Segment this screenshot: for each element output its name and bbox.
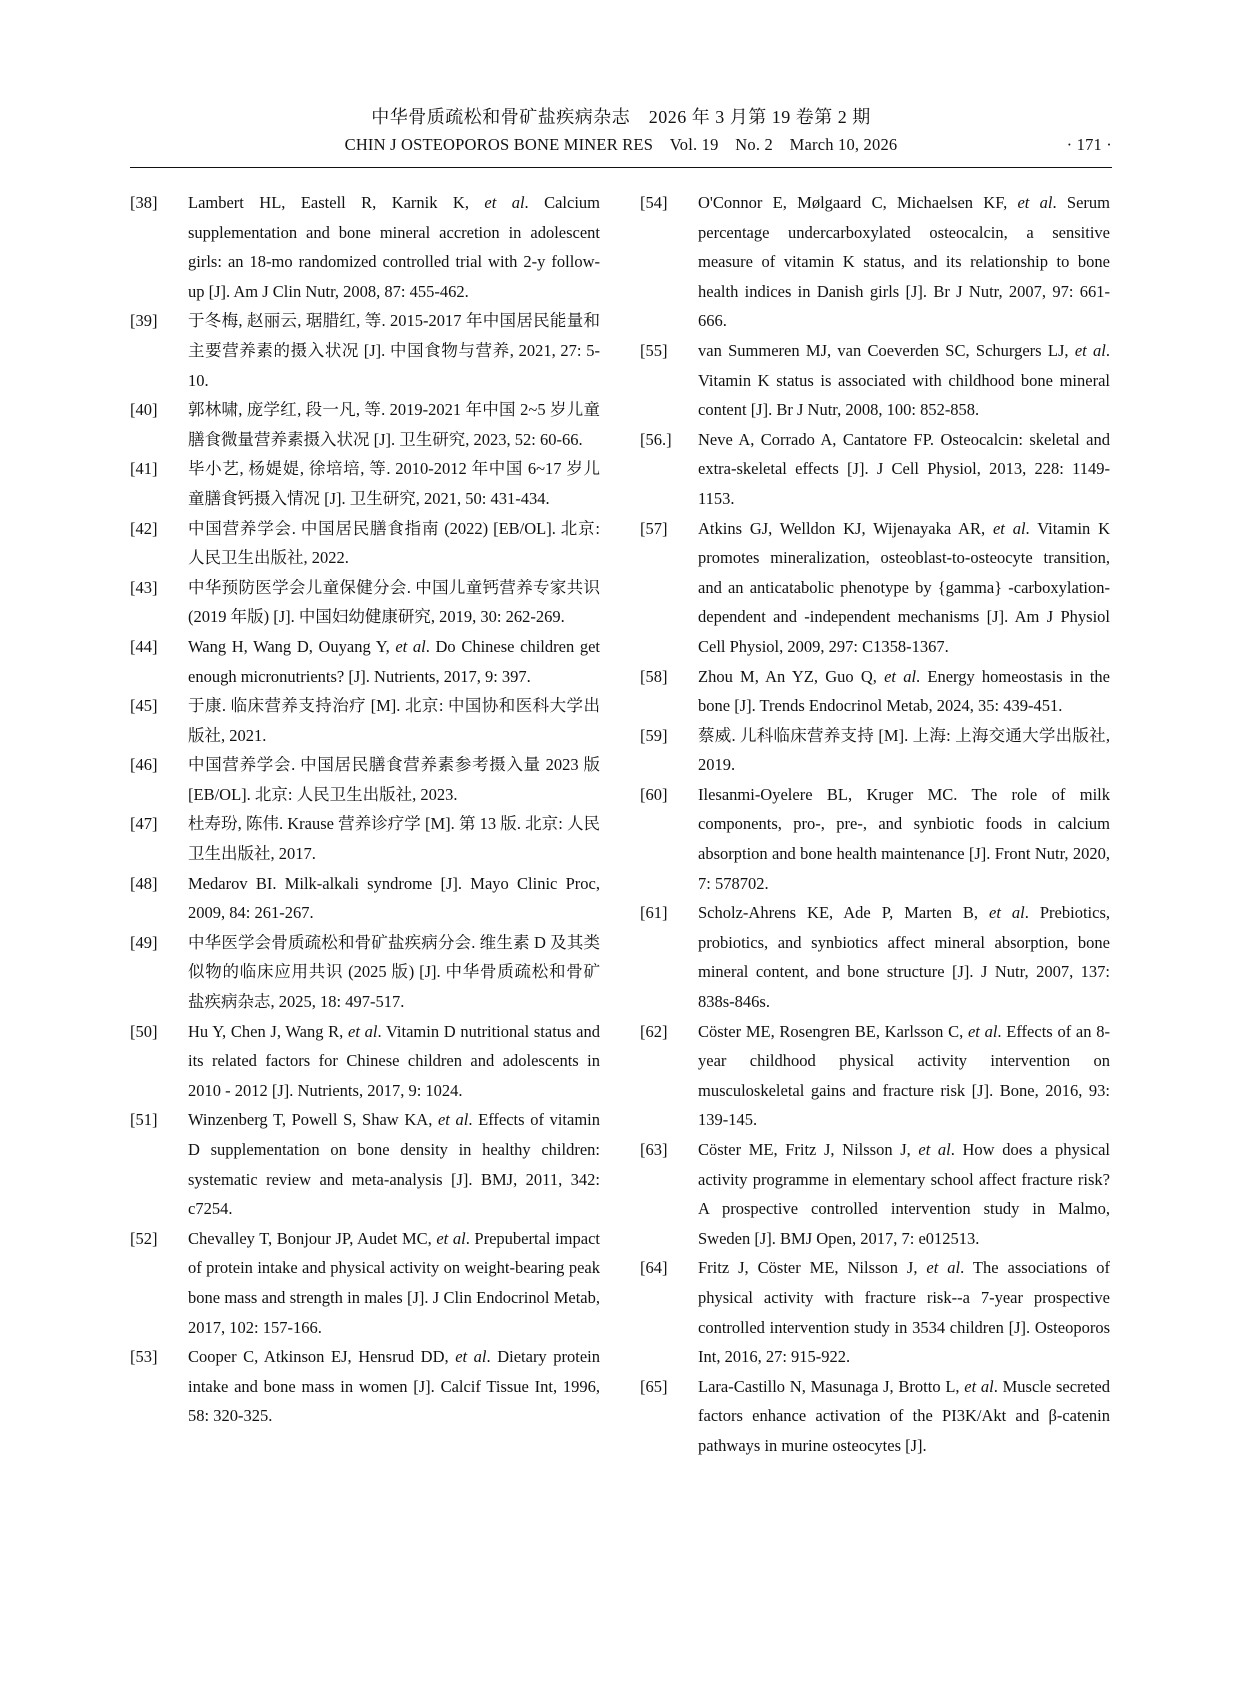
reference-entry bbox=[640, 898, 1110, 1016]
reference-text-main: Lambert HL, Eastell R, Karnik K, bbox=[188, 193, 485, 212]
reference-entry bbox=[130, 395, 600, 454]
reference-entry bbox=[640, 514, 1110, 662]
reference-text bbox=[188, 454, 600, 513]
reference-number: [45] bbox=[130, 696, 158, 716]
et-al-italic: et al bbox=[918, 1140, 951, 1159]
reference-number: [40] bbox=[130, 400, 158, 420]
et-al-italic: et al bbox=[926, 1258, 961, 1278]
reference-entry bbox=[130, 1224, 600, 1342]
reference-entry bbox=[640, 1017, 1110, 1135]
reference-text-main: 郭林啸, 庞学红, 段一凡, 等. 2019-2021 年中国 2~5 岁儿童膳食微量营养素摄入状况 [J]. 卫生研究, 2023, 52: 60-66. bbox=[188, 400, 600, 449]
reference-entry bbox=[130, 632, 600, 691]
reference-number: [52] bbox=[130, 1228, 158, 1248]
reference-text-main: 中华预防医学会儿童保健分会. 中国儿童钙营养专家共识 (2019 年版) [J]. 中国妇幼健康研究, 2019, 30: 262-269. bbox=[188, 577, 600, 627]
reference-entry bbox=[130, 1017, 600, 1106]
reference-number: [42] bbox=[130, 518, 158, 538]
reference-text bbox=[188, 869, 600, 928]
reference-text bbox=[698, 1253, 1110, 1371]
reference-text-main: Wang H, Wang D, Ouyang Y, bbox=[188, 636, 396, 656]
journal-title-cn: 中华骨质疏松和骨矿盐疾病杂志 2026 年 3 月第 19 卷第 2 期 bbox=[371, 107, 871, 127]
reference-number: [53] bbox=[130, 1347, 158, 1367]
reference-text bbox=[188, 1224, 600, 1342]
reference-text-main: O'Connor E, Mølgaard C, Michaelsen KF, bbox=[698, 193, 1018, 212]
et-al-italic: et al bbox=[395, 636, 426, 656]
reference-text-rest: . Vitamin K promotes mineralization, osteoblast-to-osteocyte transition, and an anticatabolic phenotype by {gamma} -carboxylation-dependent and -independent mechanisms [J]. Am J Physiol Cell Physiol, 2009, 297: C1358-1367. bbox=[698, 518, 1111, 656]
reference-number: [59] bbox=[640, 725, 668, 745]
reference-text bbox=[188, 809, 600, 868]
reference-text-rest: . Serum percentage undercarboxylated osteocalcin, a sensitive measure of vitamin K status, and its relationship to bone health indices in Danish girls [J]. Br J Nutr, 2007, 97: 661-666. bbox=[698, 193, 1110, 331]
reference-entry bbox=[130, 809, 600, 868]
reference-text bbox=[698, 780, 1110, 898]
reference-text-main: Atkins GJ, Welldon KJ, Wijenayaka AR, bbox=[698, 518, 993, 538]
et-al-italic: et al bbox=[989, 903, 1025, 923]
reference-text bbox=[188, 1017, 600, 1106]
reference-entry bbox=[640, 188, 1110, 336]
reference-entry bbox=[640, 1372, 1110, 1461]
reference-number: [48] bbox=[130, 873, 158, 893]
reference-number: [49] bbox=[130, 932, 158, 952]
reference-number: [50] bbox=[130, 1021, 158, 1041]
reference-text-rest: . Calcium supplementation and bone mineral accretion in adolescent girls: an 18-mo randomized controlled trial with 2-y follow-up [J]. Am J Clin Nutr, 2008, 87: 455-462. bbox=[188, 193, 600, 301]
reference-text-main: Winzenberg T, Powell S, Shaw KA, bbox=[188, 1110, 438, 1130]
reference-number: [63] bbox=[640, 1140, 668, 1159]
reference-column-right bbox=[640, 188, 1110, 1461]
reference-text-main: Cooper C, Atkinson EJ, Hensrud DD, bbox=[188, 1347, 456, 1367]
reference-text-rest: . The associations of physical activity with fracture risk--a 7-year prospective controlled intervention study in 3534 children [J]. Osteoporos Int, 2016, 27: 915-922. bbox=[698, 1258, 1110, 1367]
reference-entry bbox=[640, 336, 1110, 425]
reference-text bbox=[698, 662, 1110, 721]
reference-text bbox=[698, 1372, 1110, 1461]
et-al-italic: et al bbox=[884, 666, 917, 686]
reference-number: [65] bbox=[640, 1376, 668, 1396]
reference-text-main: Zhou M, An YZ, Guo Q, bbox=[698, 666, 885, 686]
reference-text-rest: . Vitamin D nutritional status and its related factors for Chinese children and adolescents in 2010 - 2012 [J]. Nutrients, 2017, 9: 1024. bbox=[188, 1021, 600, 1100]
reference-text bbox=[698, 188, 1110, 336]
et-al-italic: et al bbox=[964, 1376, 994, 1396]
reference-number: [43] bbox=[130, 577, 158, 597]
reference-text-rest: . Muscle secreted factors enhance activation of the PI3K/Akt and β-catenin pathways in murine osteocytes [J]. bbox=[698, 1376, 1110, 1455]
reference-text-main: Chevalley T, Bonjour JP, Audet MC, bbox=[188, 1228, 437, 1248]
et-al-italic: et al bbox=[436, 1228, 466, 1248]
reference-number: [38] bbox=[130, 193, 158, 212]
reference-entry bbox=[640, 425, 1110, 514]
reference-number: [44] bbox=[130, 636, 158, 656]
reference-entry bbox=[640, 1135, 1110, 1253]
reference-number: [41] bbox=[130, 459, 158, 479]
reference-text bbox=[698, 898, 1110, 1016]
reference-number: [46] bbox=[130, 755, 158, 775]
reference-text bbox=[698, 336, 1110, 425]
reference-text bbox=[188, 750, 600, 809]
reference-number: [56.] bbox=[640, 429, 672, 449]
reference-entry bbox=[640, 780, 1110, 898]
reference-entry bbox=[130, 306, 600, 395]
reference-text bbox=[188, 306, 600, 395]
reference-text bbox=[188, 514, 600, 573]
reference-text-rest: . Effects of vitamin D supplementation on bone density in healthy children: systematic review and meta-analysis [J]. BMJ, 2011, 342: c7254. bbox=[188, 1110, 600, 1219]
reference-number: [60] bbox=[640, 784, 668, 804]
reference-text-main: 于冬梅, 赵丽云, 琚腊红, 等. 2015-2017 年中国居民能量和主要营养素的摄入状况 [J]. 中国食物与营养, 2021, 27: 5-10. bbox=[188, 311, 600, 390]
reference-number: [55] bbox=[640, 340, 668, 360]
reference-text-main: 于康. 临床营养支持治疗 [M]. 北京: 中国协和医科大学出版社, 2021. bbox=[188, 696, 600, 745]
reference-text-main: Hu Y, Chen J, Wang R, bbox=[188, 1021, 349, 1041]
reference-column-left bbox=[130, 188, 600, 1431]
reference-entry bbox=[130, 750, 600, 809]
reference-text-main: Cöster ME, Rosengren BE, Karlsson C, bbox=[698, 1021, 968, 1041]
reference-text-main: 中国营养学会. 中国居民膳食指南 (2022) [EB/OL]. 北京: 人民卫生出版社, 2022. bbox=[188, 518, 600, 568]
et-al-italic: et al bbox=[1074, 340, 1106, 360]
reference-text-rest: . Effects of an 8-year childhood physical activity intervention on musculoskeletal gains and fracture risk [J]. Bone, 2016, 93: 139-145. bbox=[698, 1021, 1110, 1130]
reference-entry bbox=[130, 928, 600, 1017]
reference-entry bbox=[130, 1105, 600, 1223]
reference-text-main: Lara-Castillo N, Masunaga J, Brotto L, bbox=[698, 1376, 965, 1396]
journal-title-en-line bbox=[130, 132, 1112, 158]
reference-text bbox=[188, 395, 600, 454]
reference-text-main: 杜寿玢, 陈伟. Krause 营养诊疗学 [M]. 第 13 版. 北京: 人民卫生出版社, 2017. bbox=[188, 814, 600, 864]
reference-text-main: 蔡威. 儿科临床营养支持 [M]. 上海: 上海交通大学出版社, 2019. bbox=[698, 725, 1110, 775]
reference-text bbox=[698, 425, 1110, 514]
et-al-italic: et al bbox=[437, 1110, 469, 1130]
reference-text-rest: . Prebiotics, probiotics, and synbiotics affect mineral absorption, bone mineral content, and bone structure [J]. J Nutr, 2007, 137: 838s-846s. bbox=[698, 903, 1110, 1012]
reference-text-main: Cöster ME, Fritz J, Nilsson J, bbox=[698, 1140, 919, 1159]
reference-text-rest: . Energy homeostasis in the bone [J]. Trends Endocrinol Metab, 2024, 35: 439-451. bbox=[698, 666, 1110, 716]
reference-number: [61] bbox=[640, 903, 668, 923]
reference-number: [39] bbox=[130, 311, 158, 331]
header-rule bbox=[130, 167, 1112, 168]
reference-text-main: 中华医学会骨质疏松和骨矿盐疾病分会. 维生素 D 及其类似物的临床应用共识 (2025 版) [J]. 中华骨质疏松和骨矿盐疾病杂志, 2025, 18: 497-517. bbox=[188, 932, 600, 1012]
et-al-italic: et al bbox=[484, 193, 525, 212]
reference-entry bbox=[130, 573, 600, 632]
reference-text-main: Fritz J, Cöster ME, Nilsson J, bbox=[698, 1258, 927, 1278]
reference-text bbox=[188, 188, 600, 306]
reference-text bbox=[188, 1342, 600, 1431]
reference-text-rest: . Dietary protein intake and bone mass in women [J]. Calcif Tissue Int, 1996, 58: 320-325. bbox=[188, 1347, 600, 1426]
reference-entry bbox=[130, 691, 600, 750]
reference-text-main: Scholz-Ahrens KE, Ade P, Marten B, bbox=[698, 903, 989, 923]
reference-text-main: Medarov BI. Milk-alkali syndrome [J]. Mayo Clinic Proc, 2009, 84: 261-267. bbox=[188, 873, 600, 923]
reference-text bbox=[188, 573, 600, 632]
et-al-italic: et al bbox=[348, 1021, 378, 1041]
reference-text-rest: . Vitamin K status is associated with childhood bone mineral content [J]. Br J Nutr, 2008, 100: 852-858. bbox=[698, 340, 1110, 420]
reference-entry bbox=[130, 454, 600, 513]
reference-entry bbox=[640, 721, 1110, 780]
reference-entry bbox=[130, 514, 600, 573]
reference-number: [57] bbox=[640, 518, 668, 538]
reference-text bbox=[698, 514, 1110, 662]
reference-text bbox=[698, 1017, 1110, 1135]
reference-entry bbox=[130, 188, 600, 306]
reference-text-main: van Summeren MJ, van Coeverden SC, Schurgers LJ, bbox=[698, 340, 1075, 360]
et-al-italic: et al bbox=[455, 1347, 487, 1367]
reference-text-main: 毕小艺, 杨媞媞, 徐培培, 等. 2010-2012 年中国 6~17 岁儿童膳食钙摄入情况 [J]. 卫生研究, 2021, 50: 431-434. bbox=[188, 459, 600, 508]
reference-entry bbox=[640, 662, 1110, 721]
reference-text bbox=[188, 691, 600, 750]
reference-number: [64] bbox=[640, 1258, 668, 1278]
reference-entry bbox=[640, 1253, 1110, 1371]
reference-text-main: 中国营养学会. 中国居民膳食营养素参考摄入量 2023 版 [EB/OL]. 北京: 人民卫生出版社, 2023. bbox=[188, 755, 600, 804]
page-number: · 171 · bbox=[1066, 135, 1112, 154]
reference-number: [58] bbox=[640, 666, 668, 686]
reference-text-main: Neve A, Corrado A, Cantatore FP. Osteocalcin: skeletal and extra-skeletal effects [J]. J Cell Physiol, 2013, 228: 1149-1153. bbox=[698, 429, 1110, 508]
reference-number: [62] bbox=[640, 1021, 668, 1041]
reference-text bbox=[188, 928, 600, 1017]
reference-text-rest: . How does a physical activity programme in elementary school affect fracture risk? A prospective controlled intervention study in Malmo, Sweden [J]. BMJ Open, 2017, 7: e012513. bbox=[698, 1140, 1110, 1248]
reference-text bbox=[698, 721, 1110, 780]
reference-number: [47] bbox=[130, 814, 158, 834]
journal-title-en: CHIN J OSTEOPOROS BONE MINER RES Vol. 19 No. 2 March 10, 2026 bbox=[344, 135, 898, 154]
reference-number: [54] bbox=[640, 193, 668, 212]
et-al-italic: et al bbox=[967, 1021, 998, 1041]
et-al-italic: et al bbox=[992, 518, 1026, 538]
running-header bbox=[130, 104, 1112, 158]
et-al-italic: et al bbox=[1017, 193, 1053, 212]
reference-entry bbox=[130, 1342, 600, 1431]
reference-text-rest: . Prepubertal impact of protein intake and physical activity on weight-bearing peak bone mass and strength in males [J]. J Clin Endocrinol Metab, 2017, 102: 157-166. bbox=[188, 1228, 600, 1337]
reference-text-rest: . Do Chinese children get enough micronutrients? [J]. Nutrients, 2017, 9: 397. bbox=[188, 636, 600, 686]
reference-text bbox=[698, 1135, 1110, 1253]
reference-entry bbox=[130, 869, 600, 928]
reference-number: [51] bbox=[130, 1110, 158, 1130]
reference-text bbox=[188, 1105, 600, 1223]
reference-text bbox=[188, 632, 600, 691]
reference-text-main: Ilesanmi-Oyelere BL, Kruger MC. The role of milk components, pro-, pre-, and synbiotic foods in calcium absorption and bone health maintenance [J]. Front Nutr, 2020, 7: 578702. bbox=[698, 784, 1110, 893]
